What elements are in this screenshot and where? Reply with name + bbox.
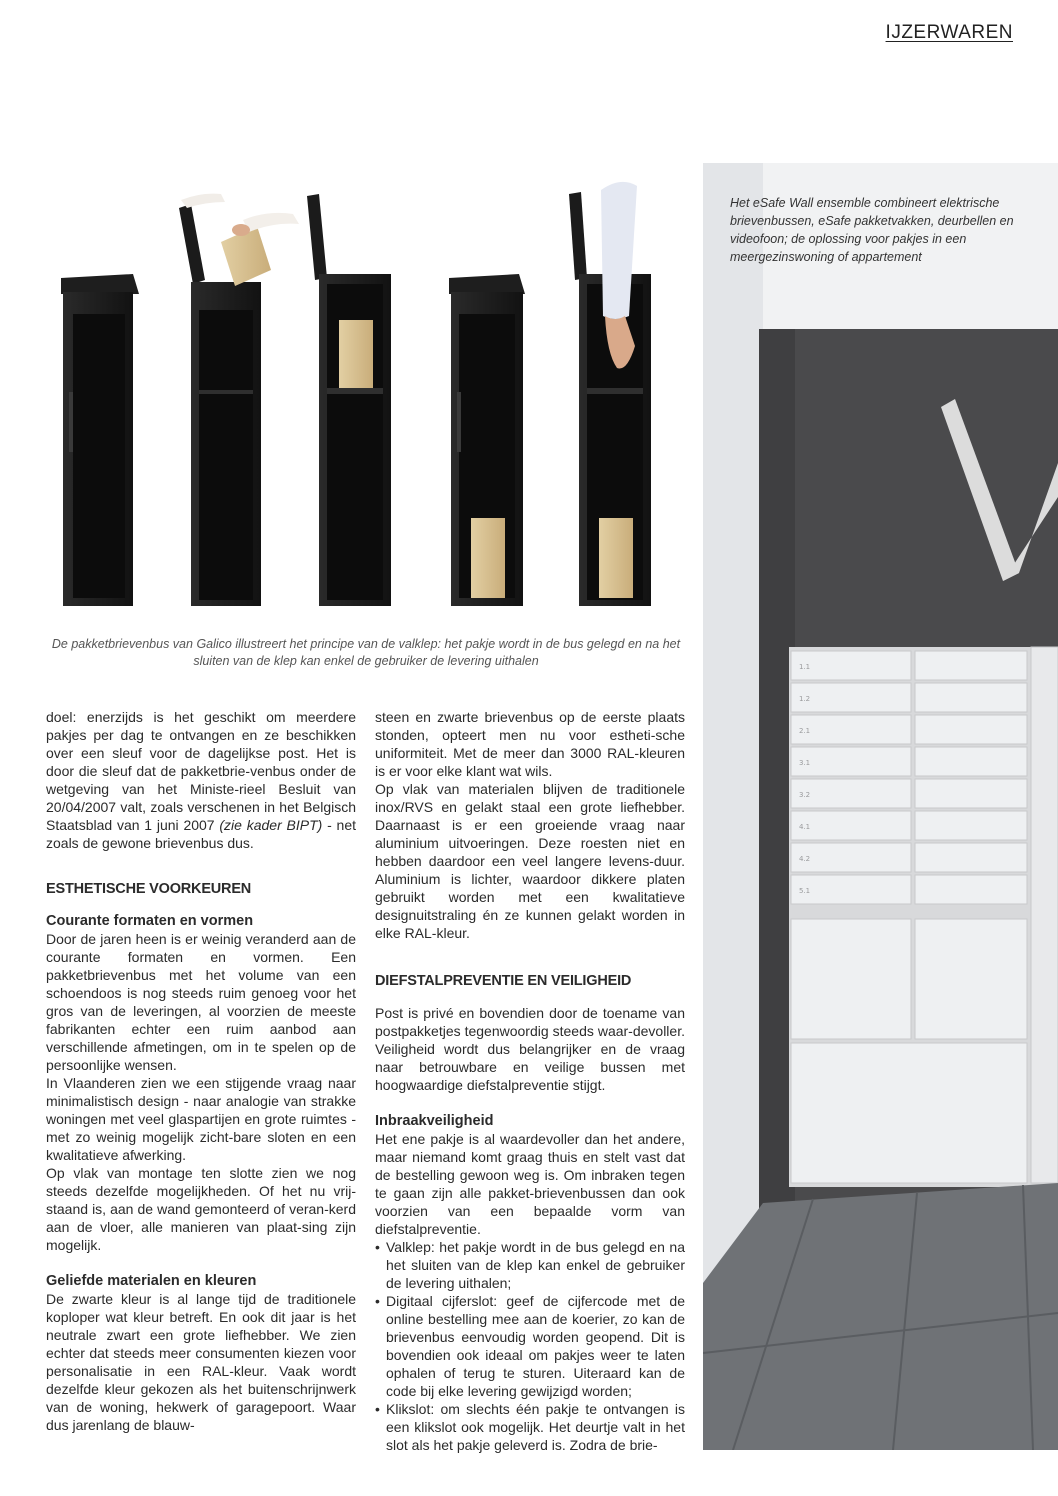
paragraph: Door de jaren heen is er weinig veranderd aan de courante formaten en vormen. Een pakketbrievenbus met het volume van een schoendoos is nog steeds ruim genoeg voor het gros van de leveringen, al voorzien de meeste fabrikanten echter een ruim aanbod aan verschillende afmetingen, om in te spelen op de persoonlijke wensen. — [46, 931, 356, 1073]
left-column — [46, 708, 356, 1434]
esafe-wall-photo — [703, 163, 1058, 1450]
subheading-burglary: Inbraakveiligheid — [375, 1113, 494, 1129]
mailbox-parcel-on-shelf — [307, 194, 391, 606]
paragraph: Het ene pakje is al waardevoller dan het andere, maar niemand komt graag thuis en stelt vast dat de bestelling gewoon weg is. Om inbraken tegen te gaan zijn alle pakket-brievenbussen dan ook voorzien van een bepaalde vorm van diefstalpreventie. — [375, 1131, 685, 1237]
mailbox-open-inserting — [179, 194, 299, 606]
section-label: IJZERWAREN — [885, 22, 1013, 43]
locker-door — [915, 779, 1027, 808]
mailbox-hand-reaching — [569, 182, 651, 606]
locker-door — [915, 651, 1027, 680]
locker-label: 2.1 — [799, 727, 811, 735]
list-item: • Klikslot: om slechts één pakje te ontvangen is een klikslot ook mogelijk. Het deurtje valt in het slot als het pakje geleverd is. Zodra de brie- — [375, 1400, 685, 1454]
list-item: • Valklep: het pakje wordt in de bus gelegd en na het sluiten van de klep kan enkel de gebruiker de levering uithalen; — [375, 1238, 685, 1292]
locker-door — [915, 683, 1027, 712]
locker-label: 1.1 — [799, 663, 811, 671]
locker-label: 5.1 — [799, 887, 811, 895]
subheading-materials: Geliefde materialen en kleuren — [46, 1273, 257, 1289]
locker-grid — [789, 647, 1058, 1187]
paragraph: steen en zwarte brievenbus op de eerste plaats stonden, opteert men nu voor estheti-sche uniformiteit. Met de meer dan 3000 RAL-kleuren is er voor elke klant wat wils. — [375, 709, 685, 779]
subheading-formats: Courante formaten en vormen — [46, 913, 254, 929]
paragraph: In Vlaanderen zien we een stijgende vraag naar minimalistisch design - naar analogie van strakke woningen met veel glaspartijen en grote ruimtes - met zo weinig mogelijk zicht-bare sloten en een kwalitatieve afwerking. — [46, 1075, 356, 1163]
paragraph: De zwarte kleur is al lange tijd de traditionele koploper wat kleur betreft. En ook dit jaar is het neutrale zwart een grote liefhebber. We zien echter dat steeds meer consumenten kiezen voor personalisatie in een RAL-kleur. Vaak wordt dezelfde kleur gekozen als het buitenschrijnwerk van de woning, hekwerk of garagepoort. Waar dus jarenlang de blauw- — [46, 1291, 356, 1433]
locker-label: 3.1 — [799, 759, 811, 767]
figure-caption-right: Het eSafe Wall ensemble combineert elektrische brievenbussen, eSafe pakketvakken, deurbellen en videofoon; de oplossing voor pakjes in een meergezinswoning of appartement — [730, 196, 1014, 264]
mailbox-parcel-dropped — [449, 274, 525, 606]
locker-label: 1.2 — [799, 695, 811, 703]
mailbox-closed — [61, 274, 139, 606]
middle-column — [375, 708, 685, 1454]
paragraph: Op vlak van materialen blijven de traditionele inox/RVS en gelakt staal een grote liefhebber. Daarnaast is er een groeiende vraag naar aluminium uitvoeringen. Deze roesten niet en hebben daardoor een veel langere levens-duur. Aluminium is lichter, waardoor dikkere platen gebruikt worden met een kwalitatieve designuitstraling én ze kunnen gelakt worden in elke RAL-kleur. — [375, 781, 685, 941]
locker-label: 4.2 — [799, 855, 811, 863]
locker-door — [915, 715, 1027, 744]
paragraph: Post is privé en bovendien door de toename van postpakketjes tegenwoordig steeds waar-devoller. Veiligheid wordt dus belangrijker en de vraag naar betrouwbare en veilige bussen met hoogwaardige diefstalpreventie stijgt. — [375, 1005, 685, 1093]
heading-theft-prevention: DIEFSTALPREVENTIE EN VEILIGHEID — [375, 973, 632, 989]
bullet-list — [375, 1238, 685, 1454]
list-item: • Digitaal cijferslot: geef de cijfercode met de online bestelling mee aan de koerier, zo kan de brievenbus eenvoudig worden geopend. Dit is bovendien ook ideaal om pakjes weer te laten ophalen of terug te sturen. Uiteraard kan de code bij elke levering gewijzigd worden; — [375, 1292, 685, 1400]
locker-door — [915, 843, 1027, 872]
paragraph: Op vlak van montage ten slotte zien we nog steeds dezelfde mogelijkheden. Of het nu vrij-staand is, aan de wand gemonteerd of veran-kerd aan de vloer, alle manieren van plaat-sing zijn mogelijk. — [46, 1165, 356, 1253]
locker-door — [915, 747, 1027, 776]
locker-door — [915, 875, 1027, 904]
intro-paragraph: doel: enerzijds is het geschikt om meerdere pakjes per dag te ontvangen en ze beschikken over een sleuf voor de dagelijkse post. Het is door die sleuf dat de pakketbrie-venbus onder de wetgeving van het Ministe-rieel Besluit van 20/04/2007 valt, zoals verschenen in het Belgisch Staatsblad van 1 juni 2007 (zie kader BIPT) - net zoals de gewone brievenbus dus. — [46, 709, 357, 851]
locker-door — [915, 811, 1027, 840]
heading-esthetic: ESTHETISCHE VOORKEUREN — [46, 881, 252, 897]
figure-caption-top: De pakketbrievenbus van Galico illustreert het principe van de valklep: het pakje wordt in de bus gelegd en na het sluiten van de klep kan enkel de gebruiker de levering uithalen — [51, 637, 681, 668]
locker-label: 4.1 — [799, 823, 811, 831]
mailbox-illustration — [45, 160, 685, 620]
locker-label: 3.2 — [799, 791, 811, 799]
